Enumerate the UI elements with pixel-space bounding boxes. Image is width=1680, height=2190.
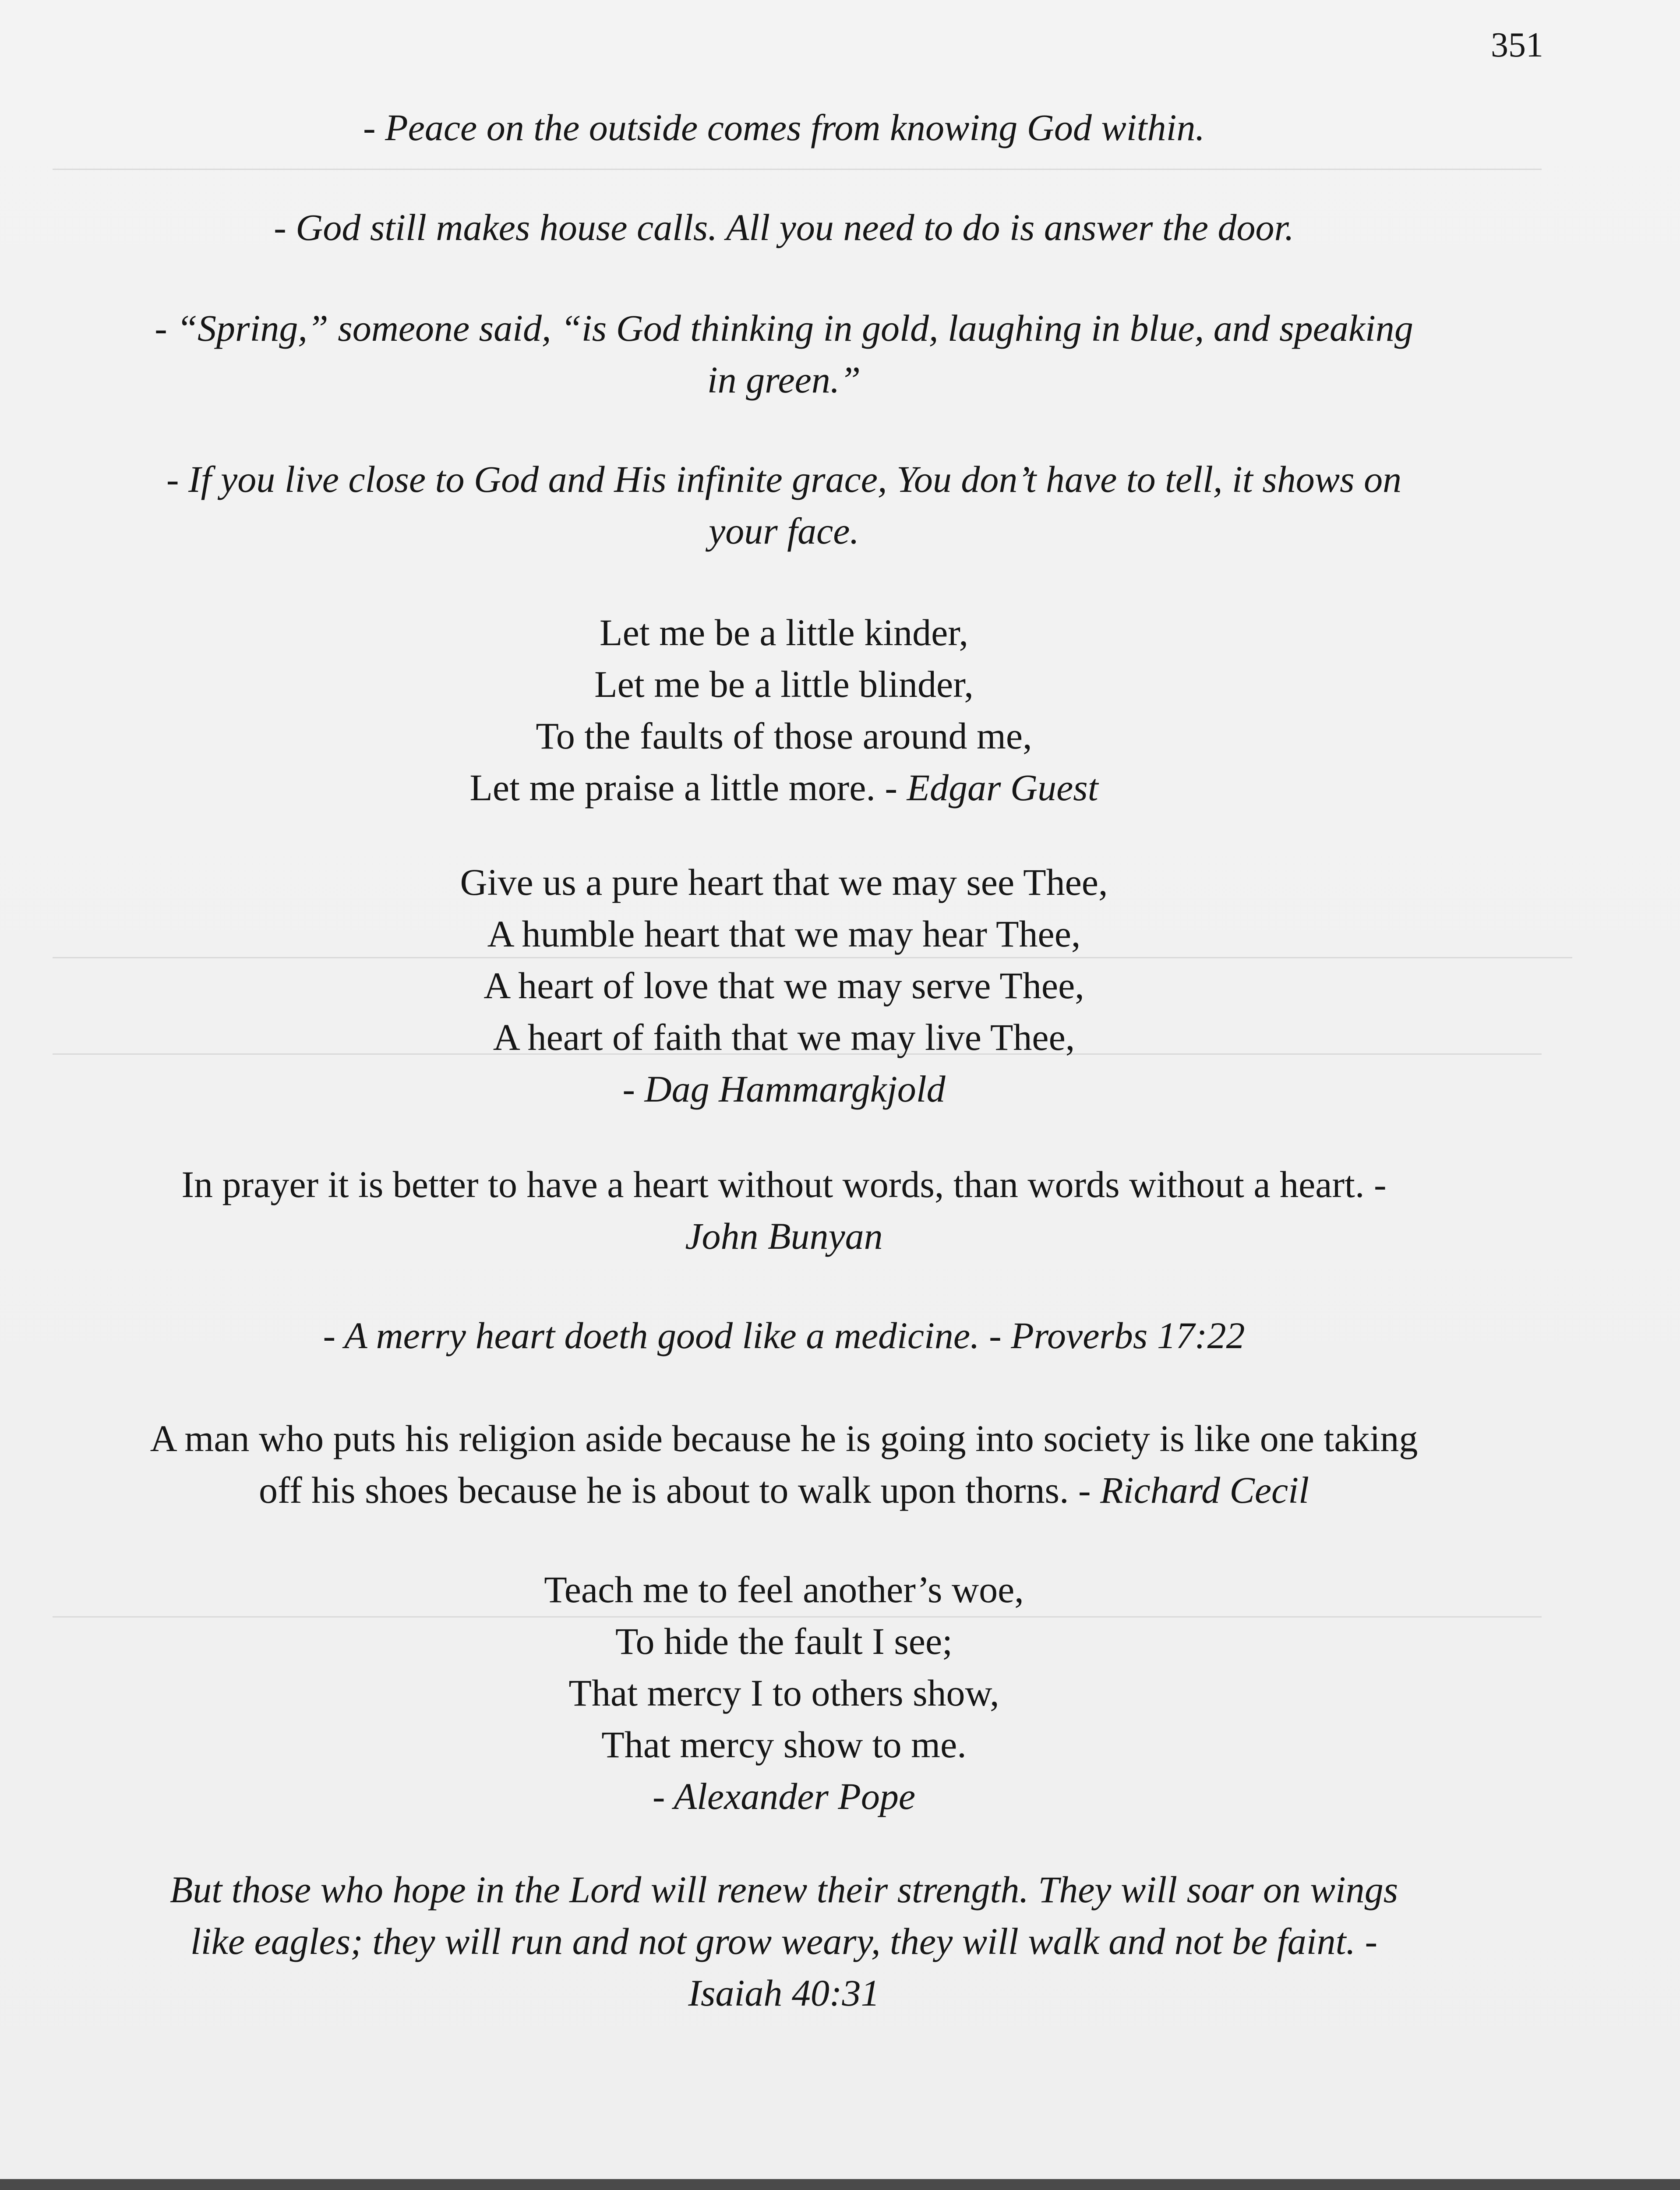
poem-line: That mercy show to me. [601, 1724, 967, 1766]
quote-cecil-author: - Richard Cecil [1078, 1469, 1309, 1511]
quote-spring-line-1: - “Spring,” someone said, “is God thinking in gold, laughing in blue, and speaking [155, 307, 1413, 349]
quote-spring [61, 302, 1507, 406]
quote-cecil-line-2-text: off his shoes because he is about to walk upon thorns. [258, 1469, 1069, 1511]
poem-line: A heart of faith that we may live Thee, [493, 1016, 1075, 1058]
poem-line-text: Let me praise a little more. [469, 766, 875, 809]
quote-live-close-line-2: your face. [709, 510, 859, 552]
poem-edgar-guest [61, 607, 1507, 813]
poem-line: To hide the fault I see; [615, 1620, 953, 1662]
quote-bunyan-author: John Bunyan [685, 1215, 883, 1257]
poem-line: Let me be a little blinder, [594, 663, 974, 705]
scan-edge-band [0, 2179, 1680, 2190]
quote-cecil-line-1: A man who puts his religion aside because he is going into society is like one taking [150, 1417, 1418, 1459]
poem-line: A heart of love that we may serve Thee, [484, 964, 1084, 1007]
page-number: 351 [1491, 26, 1543, 64]
quote-spring-line-2: in green.” [707, 359, 861, 401]
poem-attribution: - Alexander Pope [652, 1775, 916, 1817]
quote-isaiah [61, 1864, 1507, 2019]
quote-live-close-line-1: - If you live close to God and His infinite grace, You don’t have to tell, it shows on [166, 458, 1402, 500]
quote-cecil-line-2 [61, 1464, 1507, 1516]
quote-proverbs: - A merry heart doeth good like a medicine. - Proverbs 17:22 [323, 1314, 1245, 1356]
quote-cecil [61, 1413, 1507, 1516]
bleed-through-rule [53, 169, 1542, 170]
poem-line: To the faults of those around me, [536, 715, 1032, 757]
quote-isaiah-line-2: like eagles; they will run and not grow weary, they will walk and not be faint. - [190, 1920, 1378, 1962]
quote-isaiah-line-3: Isaiah 40:31 [688, 1972, 880, 2014]
quote-isaiah-line-1: But those who hope in the Lord will renew their strength. They will soar on wings [169, 1869, 1398, 1911]
poem-line: That mercy I to others show, [568, 1672, 999, 1714]
quote-house-calls: - God still makes house calls. All you need to do is answer the door. [274, 206, 1294, 248]
poem-line: Give us a pure heart that we may see Thee, [460, 861, 1108, 903]
poem-line: A humble heart that we may hear Thee, [487, 913, 1081, 955]
quote-bunyan [61, 1159, 1507, 1262]
poem-attribution: - Edgar Guest [885, 766, 1098, 809]
poem-line [61, 762, 1507, 813]
poem-line: Teach me to feel another’s woe, [544, 1568, 1024, 1611]
poem-line: Let me be a little kinder, [600, 611, 968, 653]
quote-peace: - Peace on the outside comes from knowing God within. [363, 106, 1205, 148]
poem-attribution: - Dag Hammargkjold [622, 1068, 946, 1110]
quote-bunyan-text: In prayer it is better to have a heart without words, than words without a heart. - [181, 1163, 1387, 1205]
poem-pope [61, 1564, 1507, 1822]
poem-hammarskjold [61, 856, 1507, 1115]
quote-live-close [61, 453, 1507, 557]
